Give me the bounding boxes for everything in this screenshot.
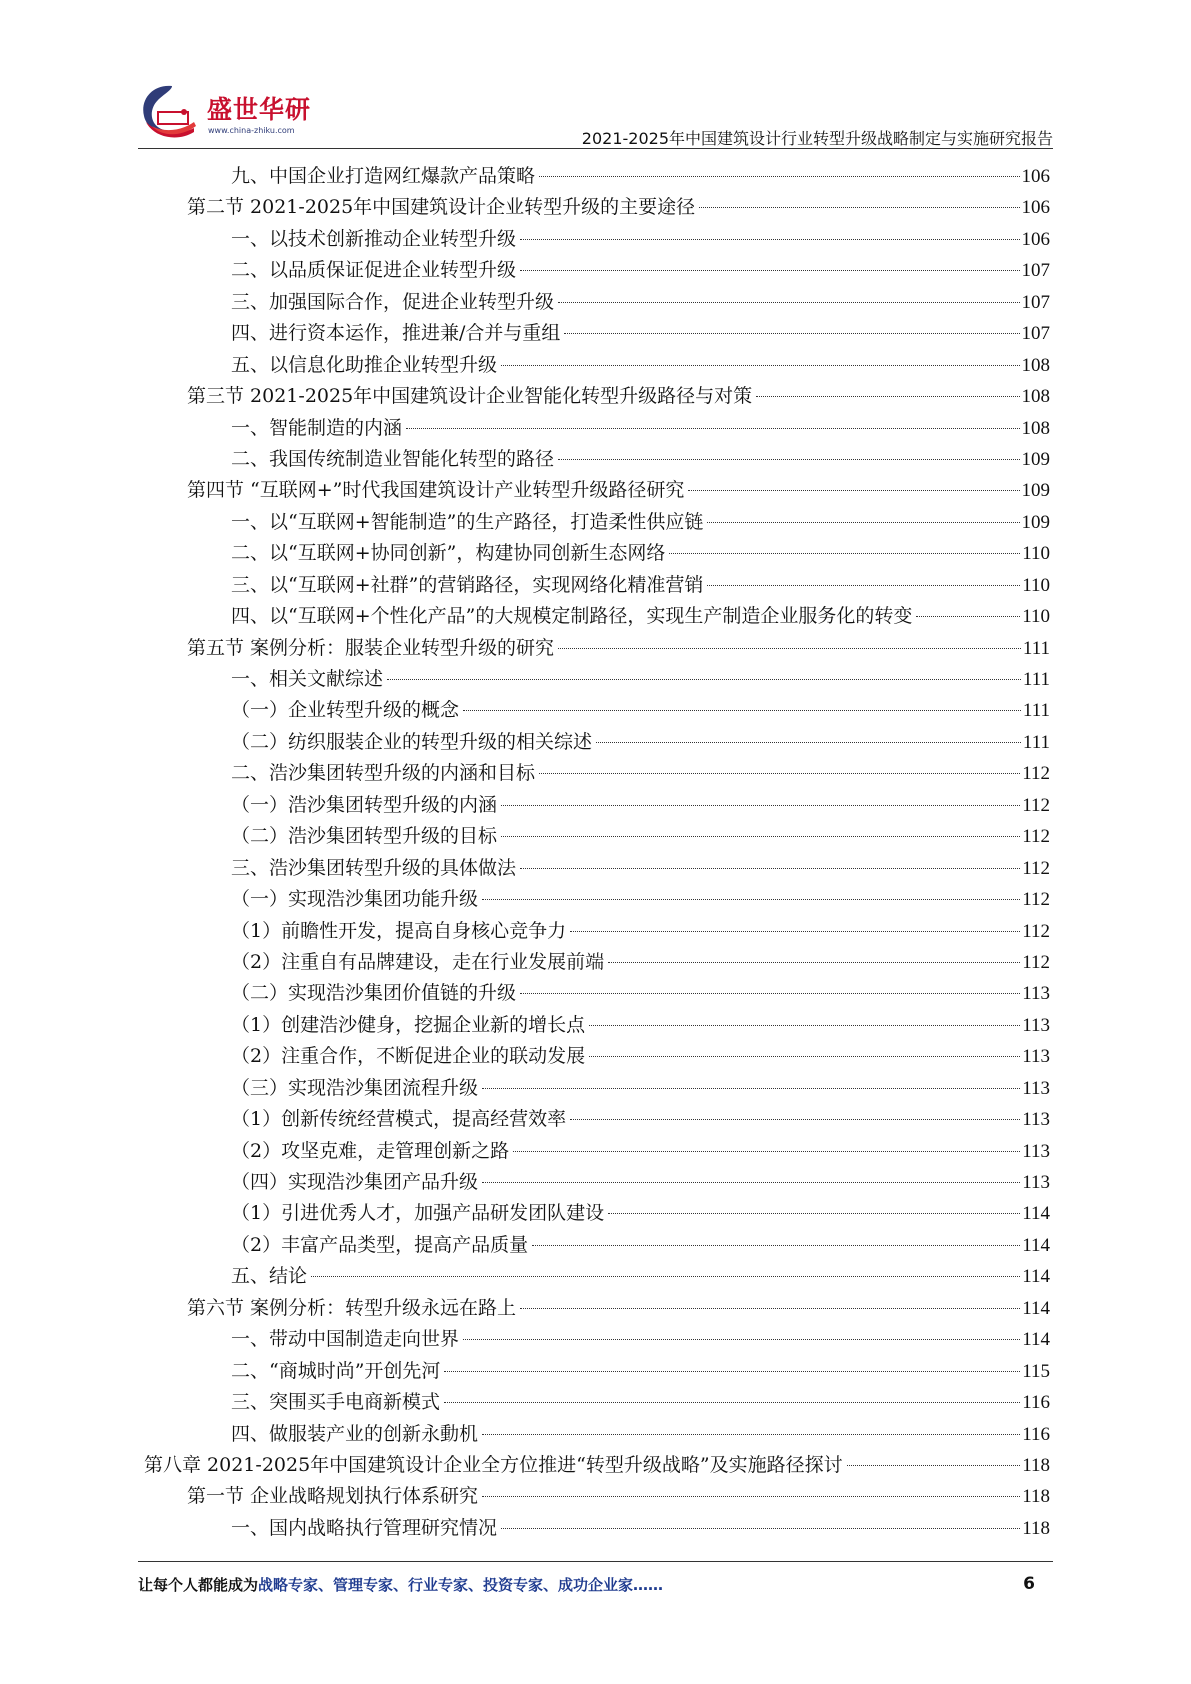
- toc-entry-title: 三、加强国际合作，促进企业转型升级: [231, 290, 555, 313]
- toc-entry[interactable]: [144, 1167, 1050, 1198]
- toc-entry-title: 五、结论: [231, 1265, 308, 1288]
- toc-entry[interactable]: [144, 475, 1050, 506]
- toc-entry-page: 112: [1022, 920, 1050, 942]
- toc-entry[interactable]: [144, 1419, 1050, 1450]
- toc-dot-leader: [558, 648, 1021, 649]
- toc-entry-title: （一）实现浩沙集团功能升级: [231, 888, 479, 911]
- toc-entry-title: 一、国内战略执行管理研究情况: [231, 1516, 498, 1539]
- table-of-contents: [144, 161, 1050, 1544]
- toc-entry-page: 112: [1022, 889, 1050, 911]
- toc-entry-page: 109: [1021, 480, 1050, 502]
- toc-dot-leader: [444, 1402, 1020, 1403]
- toc-dot-leader: [539, 176, 1019, 177]
- toc-entry[interactable]: [144, 224, 1050, 255]
- toc-entry[interactable]: [144, 1356, 1050, 1387]
- toc-dot-leader: [520, 1308, 1020, 1309]
- toc-dot-leader: [387, 679, 1021, 680]
- toc-entry-page: 114: [1022, 1203, 1050, 1225]
- toc-dot-leader: [482, 1182, 1020, 1183]
- toc-dot-leader: [707, 522, 1019, 523]
- toc-entry[interactable]: [144, 664, 1050, 695]
- toc-entry-title: 四、进行资本运作，推进兼/合并与重组: [231, 322, 561, 345]
- toc-dot-leader: [564, 333, 1019, 334]
- toc-entry-title: 二、以“互联网+协同创新”，构建协同创新生态网络: [231, 542, 666, 565]
- toc-entry[interactable]: [144, 1513, 1050, 1544]
- toc-dot-leader: [520, 239, 1019, 240]
- toc-dot-leader: [501, 836, 1020, 837]
- toc-entry-page: 108: [1021, 386, 1050, 408]
- footer-divider: [138, 1561, 1053, 1562]
- toc-entry-page: 113: [1022, 983, 1050, 1005]
- toc-entry[interactable]: [144, 161, 1050, 192]
- toc-entry[interactable]: [144, 413, 1050, 444]
- toc-entry[interactable]: [144, 633, 1050, 664]
- toc-entry-page: 107: [1021, 291, 1050, 313]
- toc-dot-leader: [916, 616, 1020, 617]
- toc-entry-title: 二、以品质保证促进企业转型升级: [231, 259, 517, 282]
- toc-entry-title: （二）实现浩沙集团价值链的升级: [231, 982, 517, 1005]
- toc-entry-page: 113: [1022, 1014, 1050, 1036]
- toc-entry-page: 112: [1022, 951, 1050, 973]
- toc-entry-page: 110: [1022, 574, 1050, 596]
- toc-entry[interactable]: [144, 1387, 1050, 1418]
- toc-entry-title: （1）创新传统经营模式，提高经营效率: [231, 1108, 567, 1131]
- logo-name: 盛世华研: [207, 95, 312, 124]
- toc-entry[interactable]: [144, 538, 1050, 569]
- toc-entry[interactable]: [144, 601, 1050, 632]
- toc-dot-leader: [558, 459, 1019, 460]
- toc-dot-leader: [520, 270, 1019, 271]
- toc-dot-leader: [570, 1119, 1020, 1120]
- toc-dot-leader: [482, 899, 1020, 900]
- toc-entry[interactable]: [144, 916, 1050, 947]
- toc-entry-page: 116: [1022, 1392, 1050, 1414]
- toc-dot-leader: [513, 1151, 1020, 1152]
- toc-dot-leader: [558, 302, 1019, 303]
- logo-emblem-icon: [138, 82, 206, 144]
- toc-entry-title: （2）丰富产品类型，提高产品质量: [231, 1233, 529, 1256]
- page-number: 6: [1023, 1574, 1035, 1594]
- toc-dot-leader: [463, 710, 1021, 711]
- toc-entry-title: 三、突围买手电商新模式: [231, 1391, 441, 1414]
- toc-dot-leader: [532, 1245, 1020, 1246]
- toc-entry-title: （二）纺织服装企业的转型升级的相关综述: [231, 730, 593, 753]
- toc-entry[interactable]: [144, 1261, 1050, 1292]
- toc-entry[interactable]: [144, 507, 1050, 538]
- toc-entry-page: 107: [1021, 323, 1050, 345]
- toc-entry-page: 112: [1022, 857, 1050, 879]
- toc-entry-page: 111: [1022, 637, 1050, 659]
- toc-entry[interactable]: [144, 790, 1050, 821]
- toc-entry-title: 第一节 企业战略规划执行体系研究: [187, 1485, 479, 1508]
- toc-entry[interactable]: [144, 1073, 1050, 1104]
- toc-entry-title: 四、做服装产业的创新永動机: [231, 1422, 479, 1445]
- toc-entry-title: 二、我国传统制造业智能化转型的路径: [231, 447, 555, 470]
- toc-entry[interactable]: [144, 853, 1050, 884]
- toc-entry-page: 110: [1022, 606, 1050, 628]
- toc-entry-title: 一、带动中国制造走向世界: [231, 1328, 460, 1351]
- page-header: [138, 82, 1053, 152]
- toc-entry-page: 109: [1021, 511, 1050, 533]
- toc-entry-title: （1）创建浩沙健身，挖掘企业新的增长点: [231, 1013, 586, 1036]
- toc-entry[interactable]: [144, 1198, 1050, 1229]
- toc-entry[interactable]: [144, 1010, 1050, 1041]
- toc-entry[interactable]: [144, 978, 1050, 1009]
- toc-entry[interactable]: [144, 695, 1050, 726]
- toc-entry-title: 一、以技术创新推动企业转型升级: [231, 227, 517, 250]
- report-title: 2021-2025年中国建筑设计行业转型升级战略制定与实施研究报告: [581, 129, 1053, 148]
- toc-entry[interactable]: [144, 1293, 1050, 1324]
- toc-entry[interactable]: [144, 1230, 1050, 1261]
- toc-entry-title: （1）前瞻性开发，提高自身核心竞争力: [231, 919, 567, 942]
- toc-dot-leader: [501, 365, 1019, 366]
- company-logo: [138, 82, 328, 146]
- toc-entry-page: 115: [1022, 1360, 1050, 1382]
- toc-entry-title: 三、浩沙集团转型升级的具体做法: [231, 856, 517, 879]
- toc-entry-title: （1）引进优秀人才，加强产品研发团队建设: [231, 1202, 605, 1225]
- toc-dot-leader: [570, 931, 1020, 932]
- toc-entry-title: 一、智能制造的内涵: [231, 416, 403, 439]
- toc-entry-title: 九、中国企业打造网红爆款产品策略: [231, 165, 536, 187]
- logo-url: www.china-zhiku.com: [208, 126, 295, 135]
- toc-entry[interactable]: [144, 727, 1050, 758]
- toc-entry-page: 113: [1022, 1140, 1050, 1162]
- toc-entry-page: 109: [1021, 448, 1050, 470]
- toc-dot-leader: [311, 1276, 1020, 1277]
- toc-entry-page: 114: [1022, 1234, 1050, 1256]
- toc-entry-title: 二、“商城时尚”开创先河: [231, 1359, 441, 1382]
- toc-dot-leader: [669, 553, 1020, 554]
- toc-dot-leader: [596, 742, 1021, 743]
- toc-entry-title: （2）注重合作，不断促进企业的联动发展: [231, 1045, 586, 1068]
- toc-dot-leader: [482, 1088, 1020, 1089]
- toc-entry[interactable]: [144, 1450, 1050, 1481]
- toc-entry-page: 114: [1022, 1329, 1050, 1351]
- toc-entry-page: 112: [1022, 763, 1050, 785]
- toc-entry[interactable]: [144, 758, 1050, 789]
- toc-entry-page: 111: [1022, 700, 1050, 722]
- toc-entry[interactable]: [144, 1481, 1050, 1512]
- toc-entry-page: 118: [1022, 1454, 1050, 1476]
- toc-dot-leader: [520, 993, 1020, 994]
- toc-entry-title: 一、以“互联网+智能制造”的生产路径，打造柔性供应链: [231, 510, 704, 533]
- toc-dot-leader: [501, 805, 1020, 806]
- toc-entry[interactable]: [144, 1104, 1050, 1135]
- toc-entry-title: 五、以信息化助推企业转型升级: [231, 353, 498, 376]
- toc-dot-leader: [482, 1496, 1020, 1497]
- toc-dot-leader: [688, 490, 1019, 491]
- toc-dot-leader: [444, 1371, 1020, 1372]
- toc-dot-leader: [608, 962, 1020, 963]
- toc-entry[interactable]: [144, 821, 1050, 852]
- toc-entry-title: （一）浩沙集团转型升级的内涵: [231, 793, 498, 816]
- toc-entry[interactable]: [144, 255, 1050, 286]
- toc-entry-page: 116: [1022, 1423, 1050, 1445]
- toc-dot-leader: [589, 1025, 1020, 1026]
- toc-entry-title: 二、浩沙集团转型升级的内涵和目标: [231, 762, 536, 785]
- toc-entry[interactable]: [144, 318, 1050, 349]
- toc-entry-page: 106: [1021, 166, 1050, 187]
- toc-entry-title: 第六节 案例分析：转型升级永远在路上: [187, 1296, 517, 1319]
- toc-entry-title: 三、以“互联网+社群”的营销路径，实现网络化精准营销: [231, 573, 704, 596]
- toc-entry-title: （四）实现浩沙集团产品升级: [231, 1171, 479, 1193]
- toc-entry-page: 107: [1021, 260, 1050, 282]
- toc-dot-leader: [501, 1528, 1020, 1529]
- toc-entry[interactable]: [144, 570, 1050, 601]
- header-divider: [138, 148, 1053, 149]
- toc-dot-leader: [608, 1213, 1020, 1214]
- toc-entry-title: 一、相关文献综述: [231, 668, 384, 690]
- toc-entry-page: 113: [1022, 1172, 1050, 1193]
- toc-dot-leader: [756, 396, 1019, 397]
- toc-dot-leader: [699, 207, 1019, 208]
- toc-entry-title: （三）实现浩沙集团流程升级: [231, 1076, 479, 1099]
- toc-entry-page: 114: [1022, 1297, 1050, 1319]
- footer-slogan-lead: 让每个人都能成为: [138, 1576, 259, 1594]
- toc-entry[interactable]: [144, 444, 1050, 475]
- toc-entry[interactable]: [144, 884, 1050, 915]
- toc-dot-leader: [589, 1056, 1020, 1057]
- toc-entry-title: 第四节 “互联网+”时代我国建筑设计产业转型升级路径研究: [187, 479, 685, 502]
- toc-entry[interactable]: [144, 1136, 1050, 1167]
- toc-entry-page: 111: [1022, 669, 1050, 690]
- toc-entry-page: 106: [1021, 228, 1050, 250]
- toc-entry-title: 第五节 案例分析：服装企业转型升级的研究: [187, 636, 555, 659]
- toc-entry-page: 110: [1022, 543, 1050, 565]
- toc-entry-page: 113: [1022, 1077, 1050, 1099]
- toc-entry-page: 111: [1022, 731, 1050, 753]
- toc-entry-page: 118: [1022, 1517, 1050, 1539]
- toc-dot-leader: [406, 428, 1019, 429]
- toc-entry-page: 114: [1022, 1266, 1050, 1288]
- toc-dot-leader: [539, 773, 1020, 774]
- footer-slogan-roles: 战略专家、管理专家、行业专家、投资专家、成功企业家……: [258, 1576, 664, 1594]
- toc-entry[interactable]: [144, 1041, 1050, 1072]
- toc-entry[interactable]: [144, 381, 1050, 412]
- page-footer: [138, 1574, 1053, 1604]
- toc-entry-title: （二）浩沙集团转型升级的目标: [231, 825, 498, 848]
- toc-entry-page: 113: [1022, 1109, 1050, 1131]
- toc-entry-page: 108: [1021, 354, 1050, 376]
- toc-entry-title: （2）攻坚克难，走管理创新之路: [231, 1139, 510, 1162]
- toc-entry-page: 112: [1022, 826, 1050, 848]
- toc-entry-page: 118: [1022, 1486, 1050, 1508]
- toc-entry-page: 106: [1021, 197, 1050, 219]
- toc-entry-page: 112: [1022, 794, 1050, 816]
- toc-entry-title: 第三节 2021-2025年中国建筑设计企业智能化转型升级路径与对策: [187, 385, 753, 408]
- toc-entry-title: 四、以“互联网+个性化产品”的大规模定制路径，实现生产制造企业服务化的转变: [231, 605, 913, 628]
- toc-dot-leader: [520, 868, 1020, 869]
- toc-entry[interactable]: [144, 287, 1050, 318]
- toc-dot-leader: [482, 1434, 1020, 1435]
- toc-entry[interactable]: [144, 350, 1050, 381]
- toc-entry-title: （一）企业转型升级的概念: [231, 699, 460, 722]
- toc-entry-page: 113: [1022, 1046, 1050, 1068]
- toc-entry[interactable]: [144, 192, 1050, 223]
- toc-dot-leader: [707, 585, 1020, 586]
- toc-entry[interactable]: [144, 947, 1050, 978]
- toc-entry[interactable]: [144, 1324, 1050, 1355]
- toc-entry-title: 第二节 2021-2025年中国建筑设计企业转型升级的主要途径: [187, 196, 696, 219]
- toc-entry-title: 第八章 2021-2025年中国建筑设计企业全方位推进“转型升级战略”及实施路径探讨: [144, 1453, 843, 1476]
- toc-dot-leader: [463, 1339, 1020, 1340]
- toc-entry-title: （2）注重自有品牌建设，走在行业发展前端: [231, 950, 605, 973]
- toc-dot-leader: [847, 1465, 1021, 1466]
- toc-entry-page: 108: [1021, 417, 1050, 439]
